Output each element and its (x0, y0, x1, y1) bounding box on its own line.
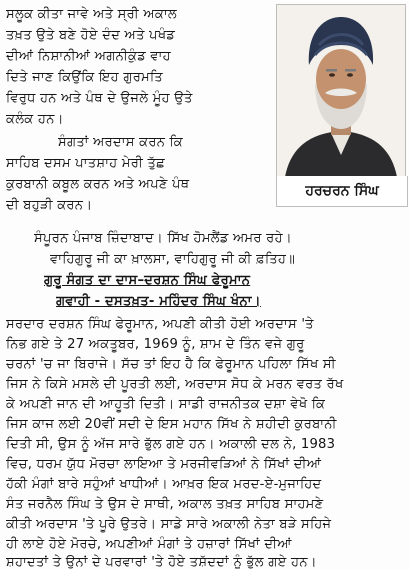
intro-line: ਸਾਹਿਬ ਦਸਮ ਪਾਤਸ਼ਾਹ ਮੇਰੀ ਤੁੱਛ (6, 156, 165, 171)
slogan-line: ਵਾਹਿਗੁਰੂ ਜੀ ਕਾ ਖ਼ਾਲਸਾ, ਵਾਹਿਗੁਰੂ ਜੀ ਕੀ ਫ਼ਤਿਹ॥ (50, 252, 296, 267)
body-line: ਵਿਚ, ਧਰਮ ਯੁੱਧ ਮੋਰਚਾ ਲਾਇਆ ਤੇ ਮਰਜੀਵੜਿਆਂ ਨੇ ਸਿੱਖਾਂ ਦੀਆਂ (6, 457, 322, 472)
body-line: ਕੀਤੀ ਅਰਦਾਸ 'ਤੇ ਪੂਰੇ ਉਤਰੇ। ਸਾਡੇ ਸਾਰੇ ਅਕਾਲੀ ਨੇਤਾ ਬੜੇ ਸਹਿਜੇ (6, 517, 332, 532)
signature-line: ਗੁਰੂ ਸੰਗਤ ਦਾ ਦਾਸ–ਦਰਸ਼ਨ ਸਿੰਘ ਫੇਰੂਮਾਨ (44, 273, 251, 288)
body-line: ਸੰਤ ਜਰਨੈਲ ਸਿੰਘ ਤੇ ਉਸ ਦੇ ਸਾਥੀ, ਅਕਾਲ ਤਖ਼ਤ ਸਾਹਿਬ ਸਾਹਮਣੇ (6, 497, 324, 512)
photo-caption: ਹਰਚਰਨ ਸਿੰਘ (276, 176, 408, 207)
intro-line: ਵਿਰੁਧ ਹਨ ਅਤੇ ਪੰਥ ਦੇ ਉਜਲੇ ਮੂੰਹ ਉਤੇ (6, 91, 193, 106)
intro-line: ਦੀ ਬਹੁੜੀ ਕਰਨ। (6, 198, 93, 213)
intro-line: ਸੰਗਤਾਂ ਅਰਦਾਸ ਕਰਨ ਕਿ (58, 135, 183, 150)
body-line: ਜਿਸ ਕਾਜ ਲਈ 20ਵੀਂ ਸਦੀ ਦੇ ਇਸ ਮਹਾਨ ਸਿੱਖ ਨੇ ਸ਼ਹੀਦੀ ਕੁਰਬਾਨੀ (6, 417, 337, 432)
body-line: ਹੀ ਲਾਏ ਹੋਏ ਮੋਰਚੇ, ਅਪਣੀਆਂ ਮੰਗਾਂ ਤੇ ਹਜ਼ਾਰਾਂ ਸਿੱਖਾਂ ਦੀਆਂ (6, 537, 292, 552)
body-line: ਹੱਕੀ ਮੰਗਾਂ ਬਾਰੇ ਸਹੁੰਆਂ ਖਾਧੀਆਂ। ਆਖ਼ਰ ਇਕ ਮਰਦ-ਏ-ਮੁਜਾਹਿਦ (6, 477, 322, 492)
slogan-line: ਸੰਪੂਰਨ ਪੰਜਾਬ ਜ਼ਿੰਦਾਬਾਦ। ਸਿੱਖ ਹੋਮਲੈਂਡ ਅਮਰ ਰਹੇ। (34, 231, 292, 246)
intro-line: ਤਖ਼ਤ ਉਤੇ ਬਣੇ ਹੋਏ ਦੰਦ ਅਤੇ ਪਖੰਡ (6, 28, 176, 43)
intro-line: ਕੁਰਬਾਨੀ ਕਬੂਲ ਕਰਨ ਅਤੇ ਅਪਣੇ ਪੰਥ (6, 177, 190, 192)
body-line: ਸ਼ਹਾਦਤਾਂ ਤੇ ਉਨਾਂ ਦੇ ਪਰਵਾਰਾਂ 'ਤੇ ਹੋਏ ਤਸ਼ੱਦਦਾਂ ਨੂੰ ਭੁੱਲ ਗਏ ਹਨ। (6, 555, 317, 569)
witness-line: ਗਵਾਹੀ - ਦਸਤਖ਼ਤ- ਮਹਿੰਦਰ ਸਿੰਘ ਖੰਨਾ। (56, 294, 261, 309)
intro-line: ਦੀਆਂ ਨਿਸ਼ਾਨੀਆਂ ਅਗਨੀਕੁੰਡ ਵਾਹ (6, 49, 171, 64)
intro-line: ਕਲੰਕ ਹਨ। (6, 112, 64, 127)
body-line: ਦਿਤੀ ਸੀ, ਉਸ ਨੂੰ ਅੱਜ ਸਾਰੇ ਭੁੱਲ ਗਏ ਹਨ। ਅਕਾਲੀ ਦਲ ਨੇ, 1983 (6, 437, 336, 452)
portrait-icon (277, 5, 405, 177)
intro-line: ਦਿਤੇ ਜਾਣ ਕਿਉਂਕਿ ਇਹ ਗੁਰਮਤਿ (6, 70, 163, 85)
portrait-photo (276, 4, 406, 178)
intro-line: ਸਲੂਕ ਕੀਤਾ ਜਾਵੇ ਅਤੇ ਸ੍ਰੀ ਅਕਾਲ (6, 7, 177, 22)
body-line: ਕੇ ਅਪਣੀ ਜਾਨ ਦੀ ਆਹੂਤੀ ਦਿਤੀ। ਸਾਡੀ ਰਾਜਨੀਤਕ ਦਸ਼ਾ ਵੇਖੋ ਕਿ (6, 397, 326, 412)
body-line: ਸਰਦਾਰ ਦਰਸ਼ਨ ਸਿੰਘ ਫੇਰੂਮਾਨ, ਅਪਣੀ ਕੀਤੀ ਹੋਈ ਅਰਦਾਸ 'ਤੇ (6, 317, 314, 332)
body-line: ਨਿਭ ਗਏ ਤੇ 27 ਅਕਤੂਬਰ, 1969 ਨੂੰ, ਸ਼ਾਮ ਦੇ ਤਿੰਨ ਵਜੇ ਗੁਰੂ (6, 337, 305, 352)
body-line: ਚਰਨਾਂ 'ਚ ਜਾ ਬਿਰਾਜੇ। ਸੱਚ ਤਾਂ ਇਹ ਹੈ ਕਿ ਫੇਰੂਮਾਨ ਪਹਿਲਾ ਸਿੱਖ ਸੀ (6, 357, 336, 372)
body-line: ਜਿਸ ਨੇ ਕਿਸੇ ਮਸਲੇ ਦੀ ਪੂਰਤੀ ਲਈ, ਅਰਦਾਸ ਸੋਧ ਕੇ ਮਰਨ ਵਰਤ ਰੱਖ (6, 377, 344, 392)
